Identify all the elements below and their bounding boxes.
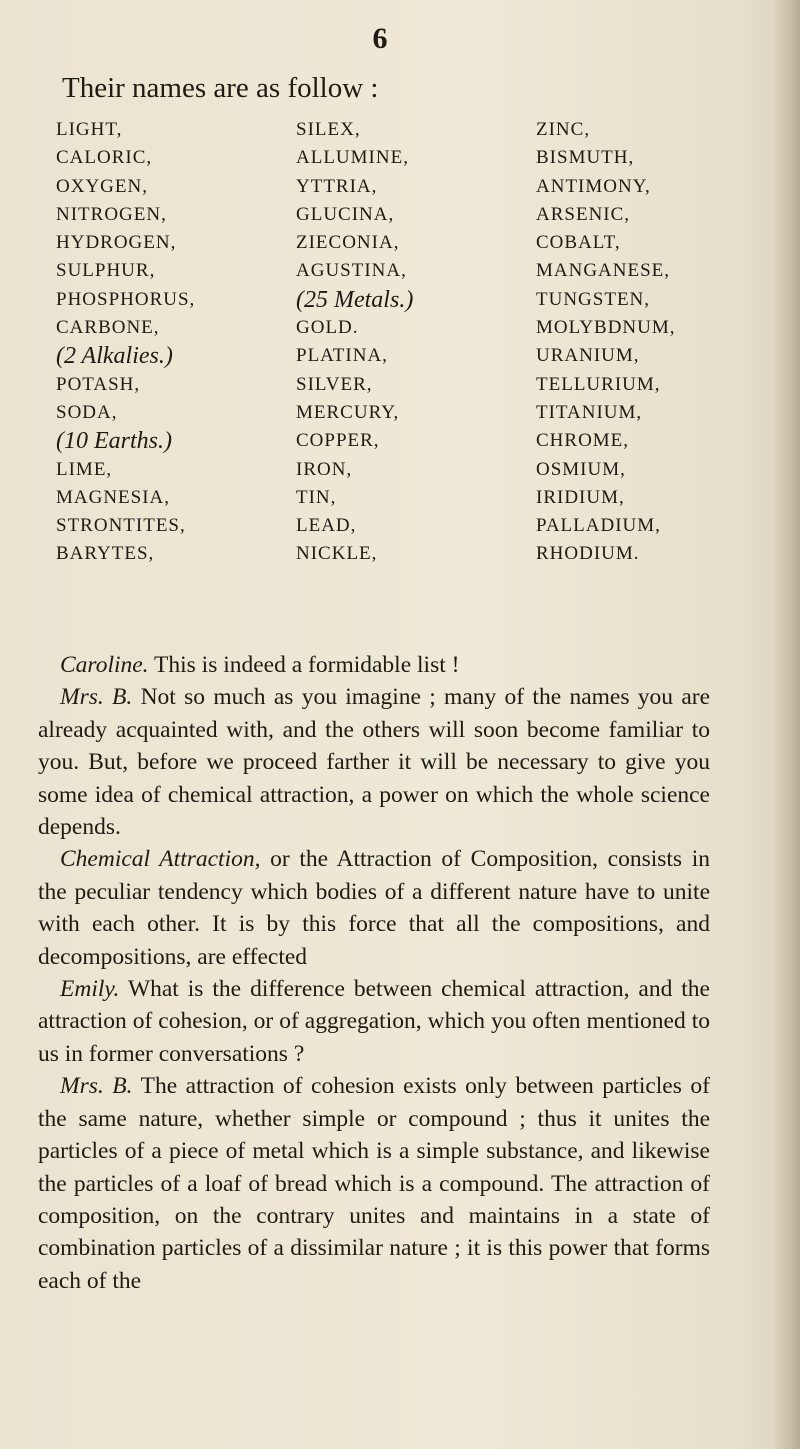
page-edge-shadow xyxy=(774,0,800,1449)
term-heading: Chemical Attraction, xyxy=(60,846,261,873)
list-item: HYDROGEN, xyxy=(56,232,177,254)
list-item: LIME, xyxy=(56,458,113,480)
list-item: CARBONE, xyxy=(56,317,160,339)
speaker-name: Mrs. B. xyxy=(60,684,133,711)
element-column-1 xyxy=(56,116,195,569)
list-item: RHODIUM. xyxy=(536,543,640,565)
list-item: OSMIUM, xyxy=(536,458,626,480)
list-subheading: (25 Metals.) xyxy=(296,286,414,313)
list-item: NICKLE, xyxy=(296,543,378,565)
list-item: TUNGSTEN, xyxy=(536,288,651,310)
list-item: STRONTITES, xyxy=(56,515,186,537)
paragraph xyxy=(38,649,710,681)
list-item: OXYGEN, xyxy=(56,175,148,197)
list-item: TELLURIUM, xyxy=(536,373,661,395)
list-item: PHOSPHORUS, xyxy=(56,288,196,310)
list-item: MANGANESE, xyxy=(536,260,671,282)
paragraph xyxy=(38,1070,710,1297)
list-item: GOLD. xyxy=(296,317,359,339)
list-item: GLUCINA, xyxy=(296,203,395,225)
list-item: TITANIUM, xyxy=(536,401,643,423)
list-item: LEAD, xyxy=(296,515,357,537)
element-column-3 xyxy=(536,116,676,569)
list-item: NITROGEN, xyxy=(56,203,167,225)
list-item: AGUSTINA, xyxy=(296,260,407,282)
list-item: COPPER, xyxy=(296,430,380,452)
list-subheading: (2 Alkalies.) xyxy=(56,343,173,370)
list-item: BARYTES, xyxy=(56,543,155,565)
paragraph-text: What is the difference between chemical attraction, and the attraction of cohesion, or of aggregation, which you often mentioned to us in former conversations ? xyxy=(38,976,710,1067)
dialogue-text xyxy=(38,649,710,1297)
list-item: SILEX, xyxy=(296,119,361,140)
list-item: PALLADIUM, xyxy=(536,515,661,537)
paragraph xyxy=(38,973,710,1070)
list-item: CALORIC, xyxy=(56,147,153,169)
list-item: ARSENIC, xyxy=(536,203,631,225)
list-item: SODA, xyxy=(56,401,118,423)
list-item: ANTIMONY, xyxy=(536,175,651,197)
paragraph xyxy=(38,843,710,973)
list-item: TIN, xyxy=(296,486,337,508)
list-item: CHROME, xyxy=(536,430,630,452)
list-item: LIGHT, xyxy=(56,119,123,140)
speaker-name: Caroline. xyxy=(60,652,149,678)
list-item: MOLYBDNUM, xyxy=(536,317,676,339)
list-item: ALLUMINE, xyxy=(296,147,409,169)
element-column-2 xyxy=(296,116,413,569)
list-item: POTASH, xyxy=(56,373,141,395)
paragraph-text: The attraction of cohesion exists only between particles of the same nature, whether simple or compound ; thus it unites the particles of a piece of metal which is a simple substance, and likewise the particles of a loaf of bread which is a compound. The attraction of composition, on the contrary unites and maintains in a state of combination particles of a dissimilar nature ; it is this power that forms each of the xyxy=(38,1073,710,1294)
page-number: 6 xyxy=(372,22,388,55)
list-intro: Their names are as follow : xyxy=(62,72,379,104)
speaker-name: Emily. xyxy=(60,976,120,1003)
list-item: ZINC, xyxy=(536,119,591,140)
list-subheading: (10 Earths.) xyxy=(56,428,172,455)
paragraph-text: or the Attraction of Composition, consists in the peculiar tendency which bodies of a different nature have to unite with each other. It is by this force that all the compositions, and decompositions, are effected xyxy=(38,846,711,970)
list-item: PLATINA, xyxy=(296,345,388,367)
list-item: MAGNESIA, xyxy=(56,486,171,508)
list-item: MERCURY, xyxy=(296,401,400,423)
paragraph xyxy=(38,681,710,843)
list-item: SULPHUR, xyxy=(56,260,156,282)
list-item: YTTRIA, xyxy=(296,175,378,197)
list-item: COBALT, xyxy=(536,232,621,254)
list-item: IRIDIUM, xyxy=(536,486,625,508)
list-item: SILVER, xyxy=(296,373,373,395)
list-item: URANIUM, xyxy=(536,345,640,367)
paragraph-text: Not so much as you imagine ; many of the names you are already acquainted with, and the others will soon become familiar to you. But, before we proceed farther it will be necessary to give you some idea of chemical attraction, a power on which the whole science depends. xyxy=(38,684,711,841)
list-item: BISMUTH, xyxy=(536,147,635,169)
list-item: ZIECONIA, xyxy=(296,232,400,254)
paragraph-text: This is indeed a formidable list ! xyxy=(154,652,460,678)
speaker-name: Mrs. B. xyxy=(60,1073,133,1100)
list-item: IRON, xyxy=(296,458,353,480)
